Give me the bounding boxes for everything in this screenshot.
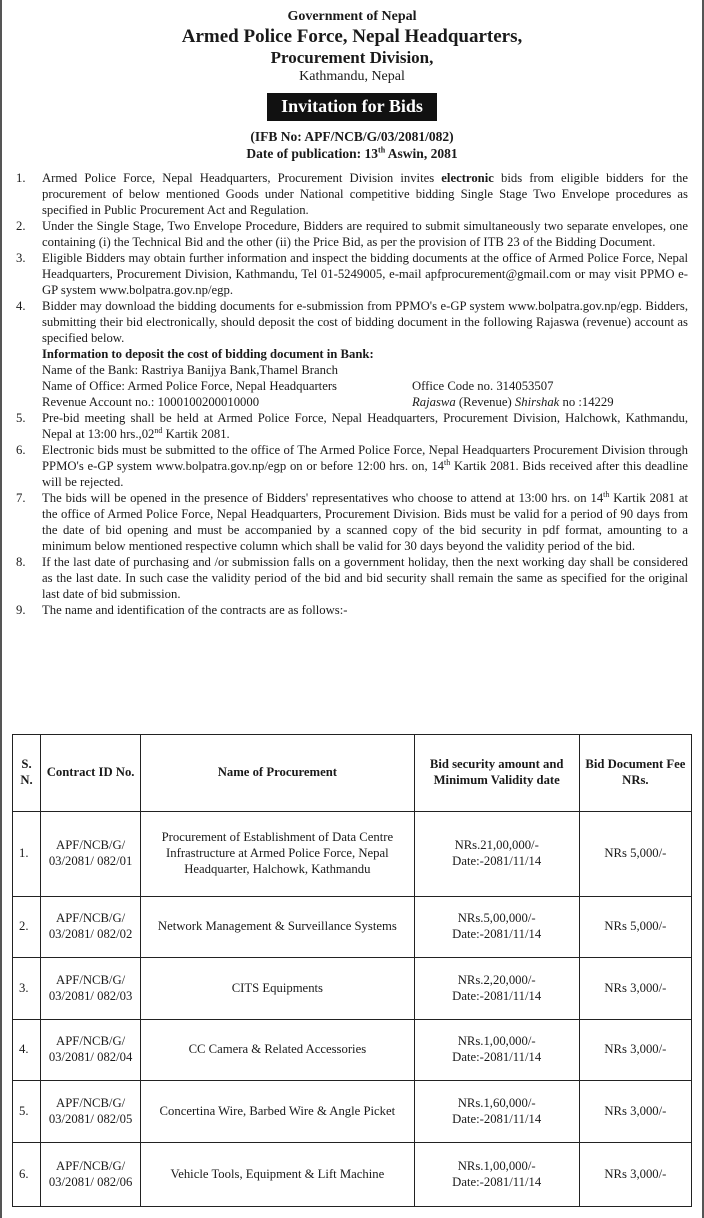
- bank-name: Name of the Bank: Rastriya Banijya Bank,Thamel Branch: [42, 363, 338, 378]
- row-sn: 1.: [13, 812, 41, 897]
- publication-date: Date of publication: 13th Aswin, 2081: [246, 145, 458, 161]
- table-row: [13, 812, 692, 897]
- table-row: [13, 1143, 692, 1207]
- row-sn: 2.: [13, 897, 41, 958]
- notice-header: [2, 9, 702, 85]
- row-bid-security: NRs.5,00,000/- Date:-2081/11/14: [414, 897, 579, 958]
- table-header-row: [13, 735, 692, 812]
- header-contract-id: Contract ID No.: [41, 735, 141, 812]
- table-row: [13, 1020, 692, 1081]
- office-code: Office Code no. 314053507: [412, 379, 554, 394]
- row-document-fee: NRs 3,000/-: [579, 958, 691, 1020]
- division-line: Procurement Division,: [270, 47, 434, 67]
- row-contract-id: APF/NCB/G/ 03/2081/ 082/06: [41, 1143, 141, 1207]
- reference-block: [2, 129, 702, 163]
- revenue-account: Revenue Account no.: 1000100200010000: [42, 395, 260, 410]
- row-document-fee: NRs 5,000/-: [579, 897, 691, 958]
- row-document-fee: NRs 3,000/-: [579, 1020, 691, 1081]
- row-bid-security: NRs.1,00,000/- Date:-2081/11/14: [414, 1020, 579, 1081]
- row-bid-security: NRs.21,00,000/- Date:-2081/11/14: [414, 812, 579, 897]
- table-row: [13, 958, 692, 1020]
- clause-6: 6. Electronic bids must be submitted to the office of The Armed Police Force, Nepal Headquarters Procurement Division through PPMO's e-GP system www.bolpatra.gov.np/egp on or before 12:00 hrs. on, 14th Kartik 2081. Bids received after this deadline will be rejected.: [16, 443, 688, 490]
- government-line: Government of Nepal: [287, 9, 417, 24]
- office-name: Name of Office: Armed Police Force, Nepal Headquarters: [42, 379, 337, 394]
- row-procurement-name: CITS Equipments: [141, 958, 414, 1020]
- clauses: [16, 170, 688, 618]
- row-sn: 4.: [13, 1020, 41, 1081]
- row-contract-id: APF/NCB/G/ 03/2081/ 082/02: [41, 897, 141, 958]
- row-procurement-name: CC Camera & Related Accessories: [141, 1020, 414, 1081]
- row-procurement-name: Concertina Wire, Barbed Wire & Angle Picket: [141, 1081, 414, 1143]
- clause-8: 8. If the last date of purchasing and /or submission falls on a government holiday, then the next working day shall be considered as the last date. In such case the validity period of the bid and bid security shall remain the same as specified for the original last date of bid submission.: [16, 555, 688, 602]
- contracts-table: [12, 734, 692, 1207]
- row-bid-security: NRs.2,20,000/- Date:-2081/11/14: [414, 958, 579, 1020]
- row-bid-security: NRs.1,00,000/- Date:-2081/11/14: [414, 1143, 579, 1207]
- organization-line: Armed Police Force, Nepal Headquarters,: [181, 25, 523, 47]
- clause-4: 4. Bidder may download the bidding documents for e-submission from PPMO's e-GP system www.bolpatra.gov.np/egp. Bidders, submitting their bid electronically, should deposit the cost of bidding document in the following Rajaswa (revenue) account as specified below.: [16, 299, 688, 346]
- bank-info-title: Information to deposit the cost of bidding document in Bank:: [42, 347, 374, 362]
- row-procurement-name: Vehicle Tools, Equipment & Lift Machine: [141, 1143, 414, 1207]
- row-sn: 5.: [13, 1081, 41, 1143]
- clause-2: 2. Under the Single Stage, Two Envelope Procedure, Bidders are required to submit simultaneously two separate envelopes, one containing (i) the Technical Bid and the other (ii) the Price Bid, as per the provision of ITB 23 of the Bidding Document.: [16, 219, 688, 250]
- row-document-fee: NRs 5,000/-: [579, 812, 691, 897]
- table-row: [13, 1081, 692, 1143]
- row-procurement-name: Procurement of Establishment of Data Centre Infrastructure at Armed Police Force, Nepal Headquarter, Halchowk, Kathmandu: [141, 812, 414, 897]
- ifb-number: (IFB No: APF/NCB/G/03/2081/082): [250, 128, 454, 144]
- row-bid-security: NRs.1,60,000/- Date:-2081/11/14: [414, 1081, 579, 1143]
- header-document-fee: Bid Document Fee NRs.: [579, 735, 691, 812]
- location-line: Kathmandu, Nepal: [299, 68, 405, 84]
- header-sn: S. N.: [13, 735, 41, 812]
- row-contract-id: APF/NCB/G/ 03/2081/ 082/04: [41, 1020, 141, 1081]
- clause-9: 9. The name and identification of the contracts are as follows:-: [16, 603, 348, 618]
- clause-7: 7. The bids will be opened in the presence of Bidders' representatives who choose to attend at 13:00 hrs. on 14th Kartik 2081 at the office of Armed Police Force, Nepal Headquarters, Procurement Division. Bids must be valid for a period of 90 days from the date of bid opening and must be accompanied by a scanned copy of the bid security in pdf format, amounting to a minimum below mentioned respective column which shall be valid for 30 days beyond the validity period of the bid.: [16, 490, 688, 554]
- row-contract-id: APF/NCB/G/ 03/2081/ 082/03: [41, 958, 141, 1020]
- row-sn: 6.: [13, 1143, 41, 1207]
- row-contract-id: APF/NCB/G/ 03/2081/ 082/05: [41, 1081, 141, 1143]
- rajaswa-shirshak: Rajaswa (Revenue) Shirshak no :14229: [412, 395, 614, 410]
- row-document-fee: NRs 3,000/-: [579, 1081, 691, 1143]
- bank-info: [42, 346, 688, 410]
- row-document-fee: NRs 3,000/-: [579, 1143, 691, 1207]
- clause-1: 1. Armed Police Force, Nepal Headquarters, Procurement Division invites electronic bids from eligible bidders for the procurement of below mentioned Goods under National competitive bidding Single Stage Two Envelope procedures as specified in Public Procurement Act and Regulation.: [16, 171, 688, 218]
- clause-3: 3. Eligible Bidders may obtain further information and inspect the bidding documents at the office of Armed Police Force, Nepal Headquarters, Procurement Division, Kathmandu, Tel 01-5249005, e-mail apfprocurement@gmail.com or may visit PPMO e-GP system www.bolpatra.gov.np/egp.: [16, 251, 688, 298]
- header-bid-security: Bid security amount and Minimum Validity date: [414, 735, 579, 812]
- row-procurement-name: Network Management & Surveillance Systems: [141, 897, 414, 958]
- table-row: [13, 897, 692, 958]
- row-sn: 3.: [13, 958, 41, 1020]
- clause-5: 5. Pre-bid meeting shall be held at Armed Police Force, Nepal Headquarters, Procurement Division, Halchowk, Kathmandu, Nepal at 13:00 hrs.,02nd Kartik 2081.: [16, 411, 688, 442]
- header-procurement-name: Name of Procurement: [141, 735, 414, 812]
- row-contract-id: APF/NCB/G/ 03/2081/ 082/01: [41, 812, 141, 897]
- notice-title: Invitation for Bids: [267, 93, 437, 121]
